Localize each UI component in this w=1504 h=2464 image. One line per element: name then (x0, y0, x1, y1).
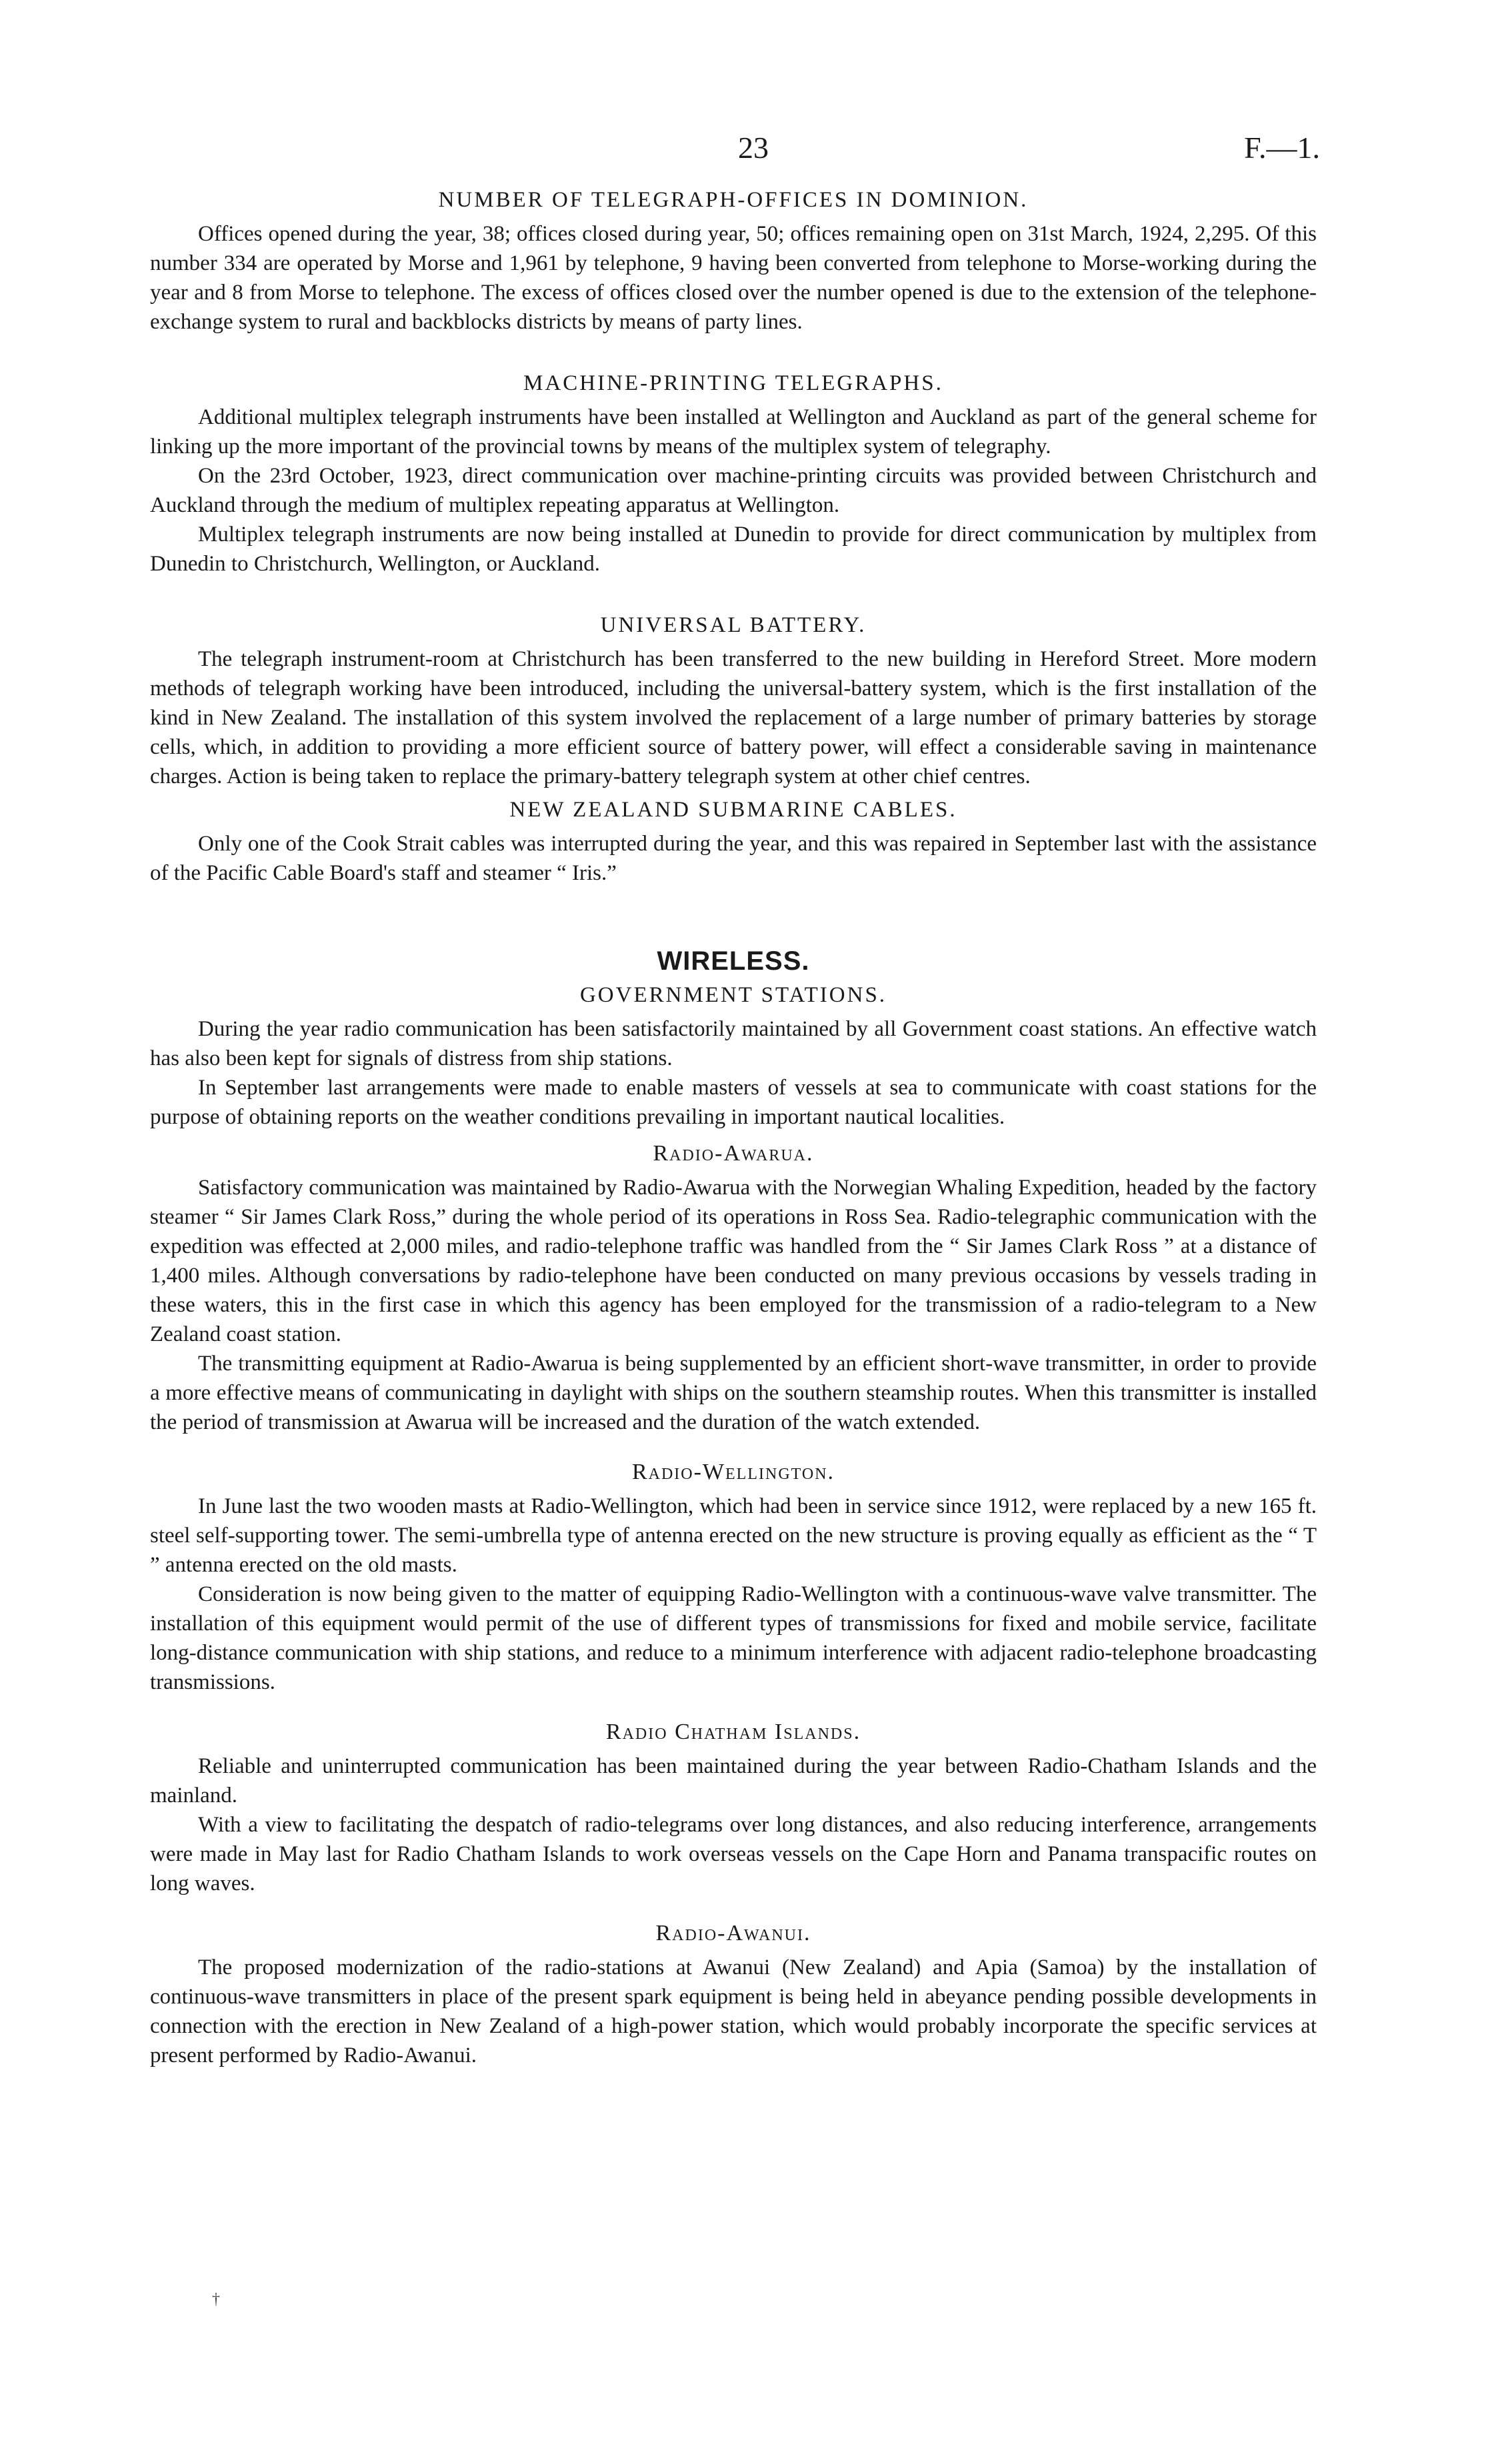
paragraph: Multiplex telegraph instruments are now being installed at Dunedin to provide for direct communication by multiplex from Dunedin to Christchurch, Wellington, or Auckland. (150, 523, 1317, 576)
station-heading-radio-awanui: Radio-Awanui. (655, 1921, 811, 1945)
section-heading-machine-printing: MACHINE-PRINTING TELEGRAPHS. (523, 371, 943, 395)
station-heading-radio-wellington: Radio-Wellington. (631, 1460, 835, 1484)
paragraph: With a view to facilitating the despatch of radio-telegrams over long distances, and also reducing interference, arrangements were made in May last for Radio Chatham Islands to work overseas vessels on the Cape Horn and Panama transpacific routes on long waves. (150, 1813, 1317, 1895)
document-body (150, 188, 1317, 2070)
station-heading-radio-chatham-islands: Radio Chatham Islands. (605, 1720, 861, 1744)
paragraph: In September last arrangements were made to enable masters of vessels at sea to communicate with coast stations for the purpose of obtaining reports on the weather conditions prevailing in important nautical localities. (150, 1076, 1317, 1129)
paragraph: Additional multiplex telegraph instruments have been installed at Wellington and Auckland as part of the general scheme for linking up the more important of the provincial towns by means of the multiplex system of telegraphy. (150, 405, 1317, 459)
paragraph: In June last the two wooden masts at Radio-Wellington, which had been in service since 1912, were replaced by a new 165 ft. steel self-supporting tower. The semi-umbrella type of antenna erected on the new structure is proving equally as efficient as the “ T ” antenna erected on the old masts. (150, 1494, 1317, 1577)
footer-dagger-mark: † (212, 2291, 220, 2308)
subheading-government-stations: GOVERNMENT STATIONS. (579, 983, 887, 1007)
paragraph: The telegraph instrument-room at Christchurch has been transferred to the new building in Hereford Street. More modern methods of telegraph working have been introduced, including the universal-battery system, which is the first installation of the kind in New Zealand. The installation of this system involved the replacement of a large number of primary batteries by storage cells, which, in addition to providing a more efficient source of battery power, will effect a considerable saving in maintenance charges. Action is being taken to replace the primary-battery telegraph system at other chief centres. (150, 647, 1317, 788)
section-heading-telegraph-offices: NUMBER OF TELEGRAPH-OFFICES IN DOMINION. (438, 188, 1029, 212)
paragraph: Satisfactory communication was maintained by Radio-Awarua with the Norwegian Whaling Expedition, headed by the factory steamer “ Sir James Clark Ross,” during the whole period of its operations in Ross Sea. Radio-telegraphic communication with the expedition was effected at 2,000 miles, and radio-telephone traffic was handled from the “ Sir James Clark Ross ” at a distance of 1,400 miles. Although conversations by radio-telephone have been conducted on many previous occasions by vessels trading in these waters, this in the first case in which this agency has been employed for the transmission of a radio-telegram to a New Zealand coast station. (150, 1176, 1317, 1346)
paragraph: Only one of the Cook Strait cables was interrupted during the year, and this was repaired in September last with the assistance of the Pacific Cable Board's staff and steamer “ Iris.” (150, 832, 1317, 885)
page-number: 23 (738, 131, 769, 165)
paragraph: The proposed modernization of the radio-stations at Awanui (New Zealand) and Apia (Samoa) by the installation of continuous-wave transmitters in place of the present spark equipment is being held in abeyance pending possible developments in connection with the erection in New Zealand of a high-power station, which would probably incorporate the specific services at present performed by Radio-Awanui. (150, 1955, 1317, 2067)
paragraph: During the year radio communication has been satisfactorily maintained by all Government coast stations. An effective watch has also been kept for signals of distress from ship stations. (150, 1017, 1317, 1070)
section-heading-wireless: WIRELESS. (657, 946, 810, 976)
section-heading-submarine-cables: NEW ZEALAND SUBMARINE CABLES. (509, 798, 957, 822)
section-heading-universal-battery: UNIVERSAL BATTERY. (600, 613, 867, 637)
station-heading-radio-awarua: Radio-Awarua. (653, 1141, 814, 1166)
paragraph: Reliable and uninterrupted communication has been maintained during the year between Radio-Chatham Islands and the mainland. (150, 1754, 1317, 1808)
paragraph: On the 23rd October, 1923, direct communication over machine-printing circuits was provided between Christchurch and Auckland through the medium of multiplex repeating apparatus at Wellington. (150, 464, 1317, 517)
document-reference: F.—1. (1244, 131, 1320, 165)
paragraph: Offices opened during the year, 38; offices closed during year, 50; offices remaining open on 31st March, 1924, 2,295. Of this number 334 are operated by Morse and 1,961 by telephone, 9 having been converted from telephone to Morse-working during the year and 8 from Morse to telephone. The excess of offices closed over the number opened is due to the extension of the telephone-exchange system to rural and backblocks districts by means of party lines. (150, 222, 1317, 334)
paragraph: Consideration is now being given to the matter of equipping Radio-Wellington with a continuous-wave valve transmitter. The installation of this equipment would permit of the use of different types of transmissions for fixed and mobile service, facilitate long-distance communication with ship stations, and reduce to a minimum interference with adjacent radio-telephone broadcasting transmissions. (150, 1582, 1317, 1694)
paragraph: The transmitting equipment at Radio-Awarua is being supplemented by an efficient short-wave transmitter, in order to provide a more effective means of communicating in daylight with ships on the southern steamship routes. When this transmitter is installed the period of transmission at Awarua will be increased and the duration of the watch extended. (150, 1352, 1317, 1434)
